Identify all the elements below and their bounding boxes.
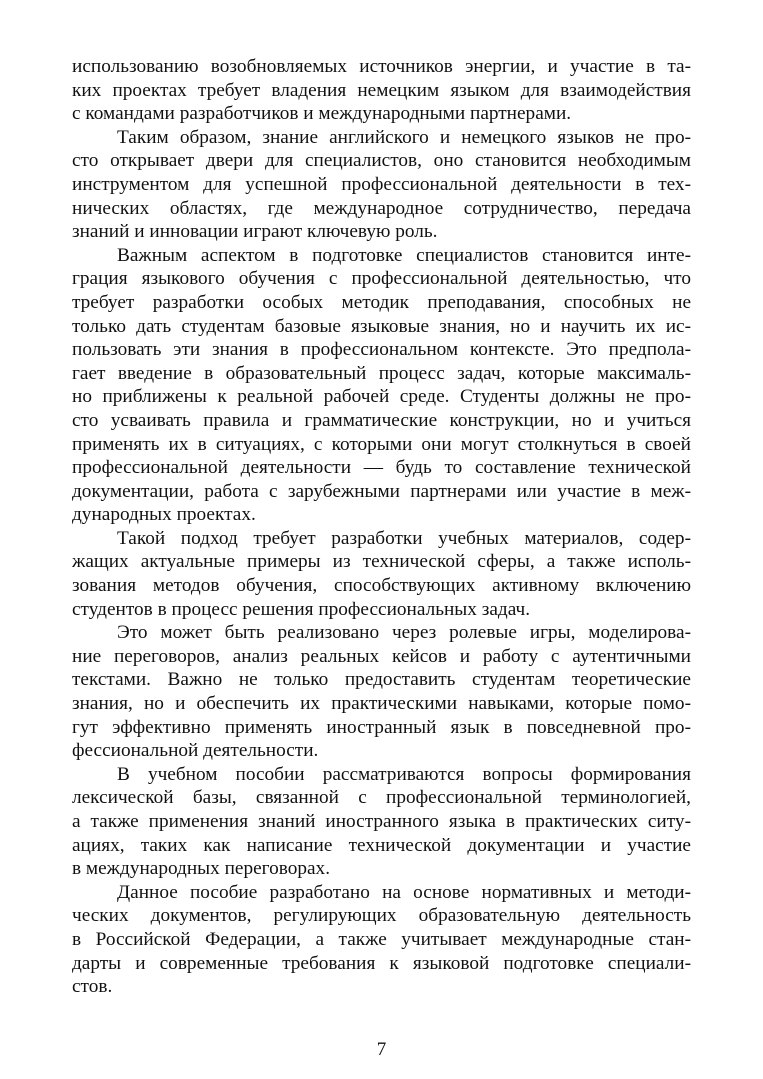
paragraph-7 <box>72 881 691 999</box>
document-body <box>72 55 691 999</box>
text-line: фессиональной деятельности. <box>72 740 319 762</box>
text-line: дународных проектах. <box>72 504 256 526</box>
text-line: гут эффективно применять иностранный язык в повседневной про- <box>72 716 691 738</box>
text-line: знаний и инновации играют ключевую роль. <box>72 221 438 243</box>
text-line: зования методов обучения, способствующих активному включению <box>72 575 691 597</box>
text-line: Таким образом, знание английского и немецкого языков не про- <box>117 126 691 148</box>
text-line: стов. <box>72 976 113 998</box>
text-line: инструментом для успешной профессиональной деятельности в тех- <box>72 173 691 195</box>
text-line: ациях, таких как написание технической документации и участие <box>72 834 691 856</box>
text-line: Данное пособие разработано на основе нормативных и методи- <box>117 881 691 903</box>
text-line: дарты и современные требования к языковой подготовке специали- <box>72 952 691 974</box>
text-line: документации, работа с зарубежными партнерами или участие в меж- <box>72 480 691 502</box>
text-line: ких проектах требует владения немецким языком для взаимодействия <box>72 79 691 101</box>
text-line: использованию возобновляемых источников энергии, и участие в та- <box>72 56 691 77</box>
text-line: а также применения знаний иностранного языка в практических ситу- <box>72 811 691 832</box>
text-line: в Российской Федерации, а также учитывает международные стан- <box>72 928 691 950</box>
text-line: Это может быть реализовано через ролевые игры, моделирова- <box>117 622 691 644</box>
text-line: требует разработки особых методик преподавания, способных не <box>72 291 691 313</box>
text-line: нических областях, где международное сотрудничество, передача <box>72 197 691 219</box>
text-line: жащих актуальные примеры из технической сферы, а также исполь- <box>72 551 691 573</box>
text-line: В учебном пособии рассматриваются вопросы формирования <box>117 763 691 785</box>
paragraph-2 <box>72 126 691 244</box>
text-line: сто усваивать правила и грамматические конструкции, но и учиться <box>72 409 691 431</box>
text-line: лексической базы, связанной с профессиональной терминологией, <box>72 787 691 809</box>
text-line: ческих документов, регулирующих образовательную деятельность <box>72 905 691 927</box>
text-line: студентов в процесс решения профессиональных задач. <box>72 598 531 620</box>
text-line: применять их в ситуациях, с которыми они могут столкнуться в своей <box>72 433 691 455</box>
text-line: с командами разработчиков и международными партнерами. <box>72 103 572 125</box>
text-line: гает введение в образовательный процесс задач, которые максималь- <box>72 362 691 384</box>
text-line: текстами. Важно не только предоставить студентам теоретические <box>72 669 691 691</box>
text-line: профессиональной деятельности — будь то составление технической <box>72 457 691 479</box>
text-line: Такой подход требует разработки учебных материалов, содер- <box>117 527 691 549</box>
text-line: только дать студентам базовые языковые знания, но и научить их ис- <box>72 315 691 337</box>
text-line: знания, но и обеспечить их практическими навыками, которые помо- <box>72 693 691 715</box>
paragraph-4 <box>72 527 691 621</box>
page-number: 7 <box>376 1039 387 1060</box>
text-line: ние переговоров, анализ реальных кейсов и работу с аутентичными <box>72 645 691 667</box>
text-line: Важным аспектом в подготовке специалистов становится инте- <box>117 244 691 266</box>
text-line: но приближены к реальной рабочей среде. Студенты должны не про- <box>72 386 691 408</box>
paragraph-6 <box>72 763 691 881</box>
paragraph-1 <box>72 55 691 126</box>
text-line: сто открывает двери для специалистов, оно становится необходимым <box>72 150 691 172</box>
paragraph-3 <box>72 244 691 527</box>
text-line: пользовать эти знания в профессиональном контексте. Это предпола- <box>72 339 691 361</box>
text-line: в международных переговорах. <box>72 858 331 880</box>
paragraph-5 <box>72 621 691 763</box>
text-line: грация языкового обучения с профессиональной деятельностью, что <box>72 268 691 290</box>
